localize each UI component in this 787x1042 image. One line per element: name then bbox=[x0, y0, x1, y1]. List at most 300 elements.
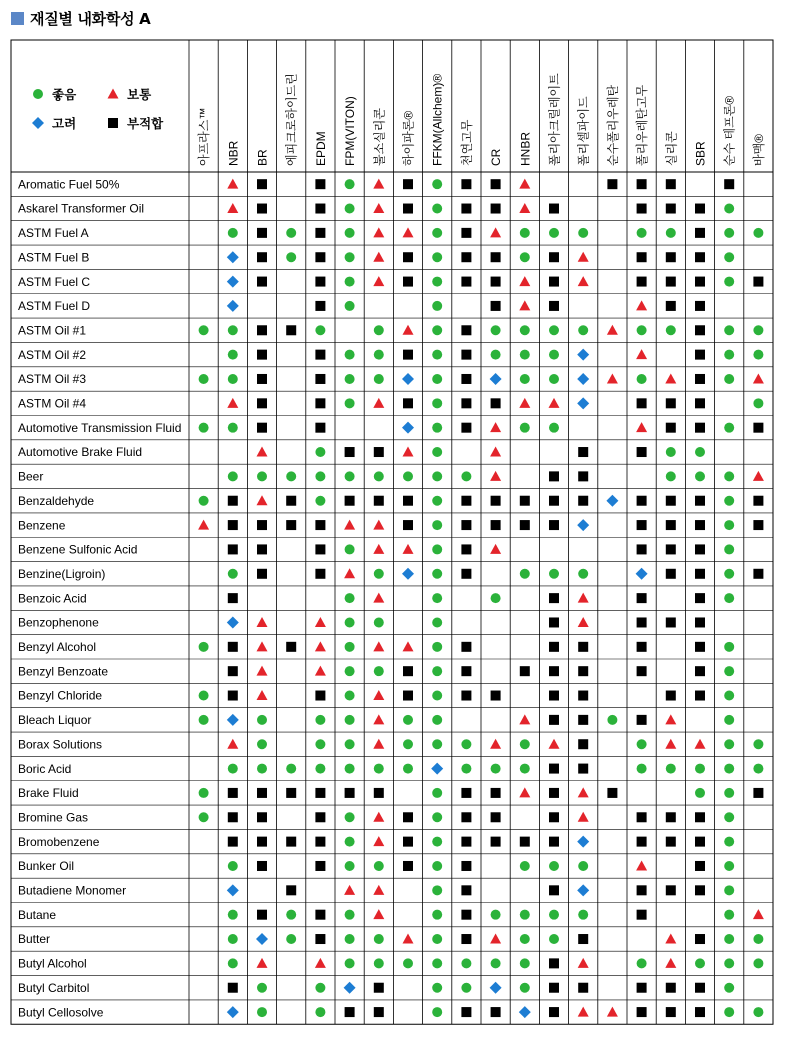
rating-D-icon bbox=[402, 568, 414, 580]
rating-S-icon bbox=[286, 520, 296, 530]
rating-G-icon bbox=[345, 739, 355, 749]
rating-S-icon bbox=[695, 374, 705, 384]
rating-G-icon bbox=[432, 447, 442, 457]
rating-D-icon bbox=[227, 714, 239, 726]
rating-S-icon bbox=[403, 179, 413, 189]
rating-G-icon bbox=[345, 593, 355, 603]
rating-G-icon bbox=[695, 958, 705, 968]
rating-S-icon bbox=[461, 520, 471, 530]
row-label: Bleach Liquor bbox=[18, 713, 92, 728]
legend-label: 고려 bbox=[52, 116, 77, 131]
rating-G-icon bbox=[228, 471, 238, 481]
rating-S-icon bbox=[374, 983, 384, 993]
rating-T-icon bbox=[373, 836, 384, 846]
rating-S-icon bbox=[578, 764, 588, 774]
rating-G-icon bbox=[228, 228, 238, 238]
rating-G-icon bbox=[374, 325, 384, 335]
rating-S-icon bbox=[549, 691, 559, 701]
rating-G-icon bbox=[345, 228, 355, 238]
rating-G-icon bbox=[637, 325, 647, 335]
rating-G-icon bbox=[286, 252, 296, 262]
rating-T-icon bbox=[519, 398, 530, 408]
rating-G-icon bbox=[315, 715, 325, 725]
rating-S-icon bbox=[578, 642, 588, 652]
rating-G-icon bbox=[374, 617, 384, 627]
rating-S-icon bbox=[461, 666, 471, 676]
rating-S-icon bbox=[315, 350, 325, 360]
rating-G-icon bbox=[374, 569, 384, 579]
rating-S-icon bbox=[315, 812, 325, 822]
rating-G-icon bbox=[753, 228, 763, 238]
rating-S-icon bbox=[257, 837, 267, 847]
rating-G-icon bbox=[432, 252, 442, 262]
rating-S-icon bbox=[549, 885, 559, 895]
rating-T-icon bbox=[344, 568, 355, 578]
rating-S-icon bbox=[666, 983, 676, 993]
rating-G-icon bbox=[345, 691, 355, 701]
rating-D-icon bbox=[431, 763, 443, 775]
rating-S-icon bbox=[257, 910, 267, 920]
table-row bbox=[18, 226, 763, 240]
rating-G-icon bbox=[724, 788, 734, 798]
rating-G-icon bbox=[753, 958, 763, 968]
rating-T-icon bbox=[549, 739, 560, 749]
rating-T-icon bbox=[257, 447, 268, 457]
rating-S-icon bbox=[315, 691, 325, 701]
rating-G-icon bbox=[228, 350, 238, 360]
rating-T-icon bbox=[519, 787, 530, 797]
rating-G-icon bbox=[432, 301, 442, 311]
rating-S-icon bbox=[753, 277, 763, 287]
rating-S-icon bbox=[257, 861, 267, 871]
rating-T-icon bbox=[373, 179, 384, 189]
rating-T-icon bbox=[665, 739, 676, 749]
rating-G-icon bbox=[286, 764, 296, 774]
rating-G-icon bbox=[432, 958, 442, 968]
rating-G-icon bbox=[461, 983, 471, 993]
rating-T-icon bbox=[665, 934, 676, 944]
rating-G-icon bbox=[724, 228, 734, 238]
rating-S-icon bbox=[403, 350, 413, 360]
rating-T-icon bbox=[607, 325, 618, 335]
rating-D-icon bbox=[490, 373, 502, 385]
rating-G-icon bbox=[549, 934, 559, 944]
rating-T-icon bbox=[257, 495, 268, 505]
table-row bbox=[18, 567, 763, 581]
rating-T-icon bbox=[549, 398, 560, 408]
rating-G-icon bbox=[549, 423, 559, 433]
table-row bbox=[18, 518, 763, 532]
legend-T-icon bbox=[108, 89, 119, 99]
rating-G-icon bbox=[432, 788, 442, 798]
page-title: 재질별 내화학성 A bbox=[30, 9, 151, 28]
rating-G-icon bbox=[724, 885, 734, 895]
rating-S-icon bbox=[228, 788, 238, 798]
row-label: Benzyl Benzoate bbox=[18, 664, 109, 679]
row-label: Butadiene Monomer bbox=[18, 883, 127, 898]
rating-S-icon bbox=[666, 277, 676, 287]
rating-G-icon bbox=[724, 204, 734, 214]
rating-T-icon bbox=[578, 593, 589, 603]
rating-S-icon bbox=[315, 861, 325, 871]
rating-S-icon bbox=[461, 1007, 471, 1017]
rating-S-icon bbox=[666, 252, 676, 262]
rating-S-icon bbox=[549, 520, 559, 530]
rating-S-icon bbox=[345, 496, 355, 506]
rating-G-icon bbox=[432, 374, 442, 384]
rating-G-icon bbox=[345, 204, 355, 214]
rating-S-icon bbox=[549, 958, 559, 968]
row-label: Butane bbox=[18, 907, 57, 922]
rating-S-icon bbox=[461, 350, 471, 360]
rating-S-icon bbox=[286, 837, 296, 847]
rating-D-icon bbox=[577, 884, 589, 896]
rating-G-icon bbox=[607, 715, 617, 725]
rating-S-icon bbox=[549, 764, 559, 774]
rating-S-icon bbox=[315, 204, 325, 214]
rating-S-icon bbox=[461, 374, 471, 384]
rating-S-icon bbox=[257, 277, 267, 287]
rating-S-icon bbox=[257, 252, 267, 262]
rating-G-icon bbox=[374, 934, 384, 944]
rating-S-icon bbox=[257, 398, 267, 408]
rating-S-icon bbox=[666, 301, 676, 311]
rating-S-icon bbox=[695, 983, 705, 993]
rating-G-icon bbox=[578, 569, 588, 579]
row-label: ASTM Oil #1 bbox=[18, 323, 87, 338]
rating-S-icon bbox=[695, 642, 705, 652]
rating-G-icon bbox=[695, 788, 705, 798]
rating-G-icon bbox=[345, 277, 355, 287]
rating-G-icon bbox=[286, 228, 296, 238]
rating-G-icon bbox=[345, 544, 355, 554]
rating-S-icon bbox=[315, 228, 325, 238]
rating-S-icon bbox=[461, 934, 471, 944]
rating-S-icon bbox=[578, 715, 588, 725]
rating-S-icon bbox=[695, 812, 705, 822]
rating-G-icon bbox=[520, 958, 530, 968]
rating-G-icon bbox=[432, 715, 442, 725]
row-label: Benzene Sulfonic Acid bbox=[18, 542, 138, 557]
rating-T-icon bbox=[519, 179, 530, 189]
table-row bbox=[18, 299, 705, 313]
rating-S-icon bbox=[695, 301, 705, 311]
rating-G-icon bbox=[432, 350, 442, 360]
rating-S-icon bbox=[549, 983, 559, 993]
rating-S-icon bbox=[578, 934, 588, 944]
row-label: Benzophenone bbox=[18, 615, 99, 630]
rating-G-icon bbox=[724, 350, 734, 360]
rating-S-icon bbox=[607, 179, 617, 189]
table-row bbox=[18, 616, 705, 630]
rating-G-icon bbox=[432, 691, 442, 701]
rating-G-icon bbox=[724, 252, 734, 262]
rating-S-icon bbox=[286, 325, 296, 335]
table-row bbox=[18, 494, 763, 508]
rating-G-icon bbox=[257, 715, 267, 725]
rating-T-icon bbox=[578, 787, 589, 797]
column-header: BR bbox=[255, 149, 270, 166]
rating-S-icon bbox=[666, 179, 676, 189]
rating-S-icon bbox=[345, 1007, 355, 1017]
column-header: EPDM bbox=[313, 131, 328, 166]
rating-S-icon bbox=[695, 398, 705, 408]
rating-S-icon bbox=[491, 252, 501, 262]
rating-S-icon bbox=[695, 837, 705, 847]
rating-G-icon bbox=[549, 228, 559, 238]
rating-S-icon bbox=[695, 544, 705, 554]
rating-T-icon bbox=[257, 690, 268, 700]
rating-G-icon bbox=[345, 642, 355, 652]
row-label: Brake Fluid bbox=[18, 786, 79, 801]
rating-G-icon bbox=[578, 325, 588, 335]
rating-S-icon bbox=[666, 885, 676, 895]
column-header: NBR bbox=[226, 140, 241, 166]
rating-T-icon bbox=[373, 398, 384, 408]
rating-T-icon bbox=[227, 179, 238, 189]
rating-G-icon bbox=[199, 374, 209, 384]
rating-T-icon bbox=[519, 276, 530, 286]
rating-G-icon bbox=[286, 934, 296, 944]
rating-G-icon bbox=[637, 228, 647, 238]
rating-G-icon bbox=[491, 325, 501, 335]
rating-S-icon bbox=[315, 423, 325, 433]
rating-G-icon bbox=[491, 593, 501, 603]
rating-G-icon bbox=[432, 739, 442, 749]
rating-S-icon bbox=[461, 569, 471, 579]
rating-G-icon bbox=[315, 471, 325, 481]
rating-S-icon bbox=[491, 691, 501, 701]
rating-G-icon bbox=[724, 764, 734, 774]
rating-G-icon bbox=[724, 934, 734, 944]
rating-G-icon bbox=[315, 447, 325, 457]
rating-S-icon bbox=[257, 204, 267, 214]
rating-S-icon bbox=[315, 277, 325, 287]
rating-G-icon bbox=[520, 325, 530, 335]
rating-S-icon bbox=[257, 812, 267, 822]
rating-S-icon bbox=[666, 1007, 676, 1017]
legend-label: 보통 bbox=[127, 87, 152, 102]
rating-G-icon bbox=[345, 350, 355, 360]
rating-T-icon bbox=[373, 544, 384, 554]
rating-S-icon bbox=[257, 544, 267, 554]
rating-G-icon bbox=[374, 374, 384, 384]
rating-S-icon bbox=[637, 642, 647, 652]
row-label: Boric Acid bbox=[18, 761, 72, 776]
rating-T-icon bbox=[257, 641, 268, 651]
rating-S-icon bbox=[315, 837, 325, 847]
row-label: Automotive Brake Fluid bbox=[18, 445, 143, 460]
row-label: ASTM Oil #4 bbox=[18, 396, 87, 411]
rating-G-icon bbox=[345, 179, 355, 189]
rating-S-icon bbox=[695, 204, 705, 214]
rating-G-icon bbox=[345, 666, 355, 676]
rating-S-icon bbox=[637, 666, 647, 676]
rating-G-icon bbox=[199, 715, 209, 725]
rating-G-icon bbox=[753, 764, 763, 774]
rating-S-icon bbox=[753, 496, 763, 506]
rating-G-icon bbox=[637, 958, 647, 968]
rating-S-icon bbox=[666, 569, 676, 579]
rating-G-icon bbox=[315, 983, 325, 993]
rating-G-icon bbox=[520, 764, 530, 774]
rating-G-icon bbox=[724, 544, 734, 554]
rating-T-icon bbox=[519, 714, 530, 724]
rating-D-icon bbox=[227, 884, 239, 896]
row-label: ASTM Fuel C bbox=[18, 274, 91, 289]
row-label: Butyl Alcohol bbox=[18, 956, 87, 971]
table-row bbox=[18, 957, 763, 971]
rating-G-icon bbox=[666, 325, 676, 335]
rating-S-icon bbox=[549, 812, 559, 822]
rating-S-icon bbox=[637, 398, 647, 408]
rating-S-icon bbox=[403, 812, 413, 822]
rating-S-icon bbox=[637, 544, 647, 554]
rating-G-icon bbox=[345, 958, 355, 968]
rating-S-icon bbox=[461, 228, 471, 238]
rating-S-icon bbox=[228, 837, 238, 847]
rating-G-icon bbox=[286, 910, 296, 920]
rating-G-icon bbox=[228, 934, 238, 944]
rating-S-icon bbox=[578, 739, 588, 749]
rating-S-icon bbox=[315, 788, 325, 798]
rating-S-icon bbox=[666, 398, 676, 408]
rating-S-icon bbox=[228, 496, 238, 506]
rating-T-icon bbox=[490, 447, 501, 457]
rating-S-icon bbox=[315, 544, 325, 554]
rating-S-icon bbox=[695, 350, 705, 360]
rating-S-icon bbox=[374, 447, 384, 457]
rating-G-icon bbox=[637, 764, 647, 774]
rating-G-icon bbox=[228, 374, 238, 384]
row-label: Bunker Oil bbox=[18, 859, 75, 874]
rating-G-icon bbox=[345, 764, 355, 774]
rating-T-icon bbox=[578, 958, 589, 968]
rating-T-icon bbox=[578, 1007, 589, 1017]
row-label: Bromobenzene bbox=[18, 834, 100, 849]
rating-S-icon bbox=[374, 1007, 384, 1017]
rating-G-icon bbox=[549, 910, 559, 920]
rating-G-icon bbox=[432, 398, 442, 408]
rating-S-icon bbox=[403, 398, 413, 408]
rating-G-icon bbox=[432, 642, 442, 652]
rating-T-icon bbox=[403, 934, 414, 944]
rating-D-icon bbox=[227, 1006, 239, 1018]
rating-S-icon bbox=[549, 666, 559, 676]
rating-S-icon bbox=[637, 179, 647, 189]
column-header: FPM(VITON) bbox=[343, 96, 358, 166]
rating-G-icon bbox=[753, 325, 763, 335]
rating-S-icon bbox=[461, 837, 471, 847]
rating-G-icon bbox=[549, 325, 559, 335]
rating-S-icon bbox=[695, 520, 705, 530]
row-label: Butter bbox=[18, 932, 51, 947]
legend-S-icon bbox=[108, 118, 118, 128]
column-header: HNBR bbox=[518, 131, 533, 166]
rating-T-icon bbox=[578, 276, 589, 286]
rating-S-icon bbox=[637, 277, 647, 287]
rating-S-icon bbox=[257, 350, 267, 360]
row-label: Benzaldehyde bbox=[18, 493, 95, 508]
rating-S-icon bbox=[315, 301, 325, 311]
rating-S-icon bbox=[257, 179, 267, 189]
row-label: ASTM Oil #3 bbox=[18, 372, 87, 387]
rating-G-icon bbox=[228, 861, 238, 871]
rating-S-icon bbox=[461, 179, 471, 189]
rating-S-icon bbox=[549, 593, 559, 603]
rating-T-icon bbox=[315, 666, 326, 676]
rating-G-icon bbox=[374, 861, 384, 871]
rating-S-icon bbox=[695, 252, 705, 262]
rating-G-icon bbox=[345, 910, 355, 920]
rating-T-icon bbox=[257, 666, 268, 676]
row-label: Aromatic Fuel 50% bbox=[18, 177, 120, 192]
rating-S-icon bbox=[491, 277, 501, 287]
rating-S-icon bbox=[286, 496, 296, 506]
rating-S-icon bbox=[520, 496, 530, 506]
table-row bbox=[18, 1005, 763, 1019]
rating-G-icon bbox=[228, 764, 238, 774]
rating-S-icon bbox=[257, 325, 267, 335]
rating-G-icon bbox=[432, 934, 442, 944]
rating-S-icon bbox=[637, 447, 647, 457]
rating-T-icon bbox=[636, 860, 647, 870]
rating-S-icon bbox=[374, 496, 384, 506]
rating-D-icon bbox=[227, 616, 239, 628]
column-header: 바맥® bbox=[751, 133, 766, 166]
rating-G-icon bbox=[724, 520, 734, 530]
row-label: ASTM Fuel A bbox=[18, 226, 89, 241]
rating-G-icon bbox=[520, 423, 530, 433]
rating-T-icon bbox=[373, 276, 384, 286]
rating-G-icon bbox=[432, 496, 442, 506]
rating-T-icon bbox=[403, 641, 414, 651]
rating-S-icon bbox=[695, 423, 705, 433]
rating-G-icon bbox=[345, 374, 355, 384]
rating-G-icon bbox=[228, 423, 238, 433]
rating-S-icon bbox=[753, 569, 763, 579]
rating-G-icon bbox=[374, 471, 384, 481]
rating-S-icon bbox=[461, 252, 471, 262]
rating-S-icon bbox=[228, 520, 238, 530]
table-row bbox=[18, 445, 705, 459]
rating-G-icon bbox=[724, 812, 734, 822]
rating-S-icon bbox=[461, 544, 471, 554]
rating-G-icon bbox=[432, 471, 442, 481]
rating-T-icon bbox=[519, 300, 530, 310]
rating-S-icon bbox=[578, 666, 588, 676]
rating-S-icon bbox=[520, 837, 530, 847]
row-label: Benzyl Alcohol bbox=[18, 640, 97, 655]
rating-S-icon bbox=[695, 496, 705, 506]
rating-G-icon bbox=[724, 739, 734, 749]
rating-D-icon bbox=[402, 373, 414, 385]
rating-T-icon bbox=[373, 739, 384, 749]
rating-S-icon bbox=[549, 471, 559, 481]
rating-G-icon bbox=[578, 861, 588, 871]
rating-S-icon bbox=[228, 544, 238, 554]
rating-S-icon bbox=[461, 204, 471, 214]
table-row bbox=[18, 908, 764, 922]
rating-D-icon bbox=[577, 519, 589, 531]
column-header: 아프라스™ bbox=[197, 107, 212, 166]
rating-S-icon bbox=[491, 812, 501, 822]
rating-G-icon bbox=[637, 374, 647, 384]
rating-S-icon bbox=[695, 228, 705, 238]
row-label: Benzoic Acid bbox=[18, 591, 87, 606]
rating-S-icon bbox=[549, 837, 559, 847]
rating-T-icon bbox=[636, 422, 647, 432]
